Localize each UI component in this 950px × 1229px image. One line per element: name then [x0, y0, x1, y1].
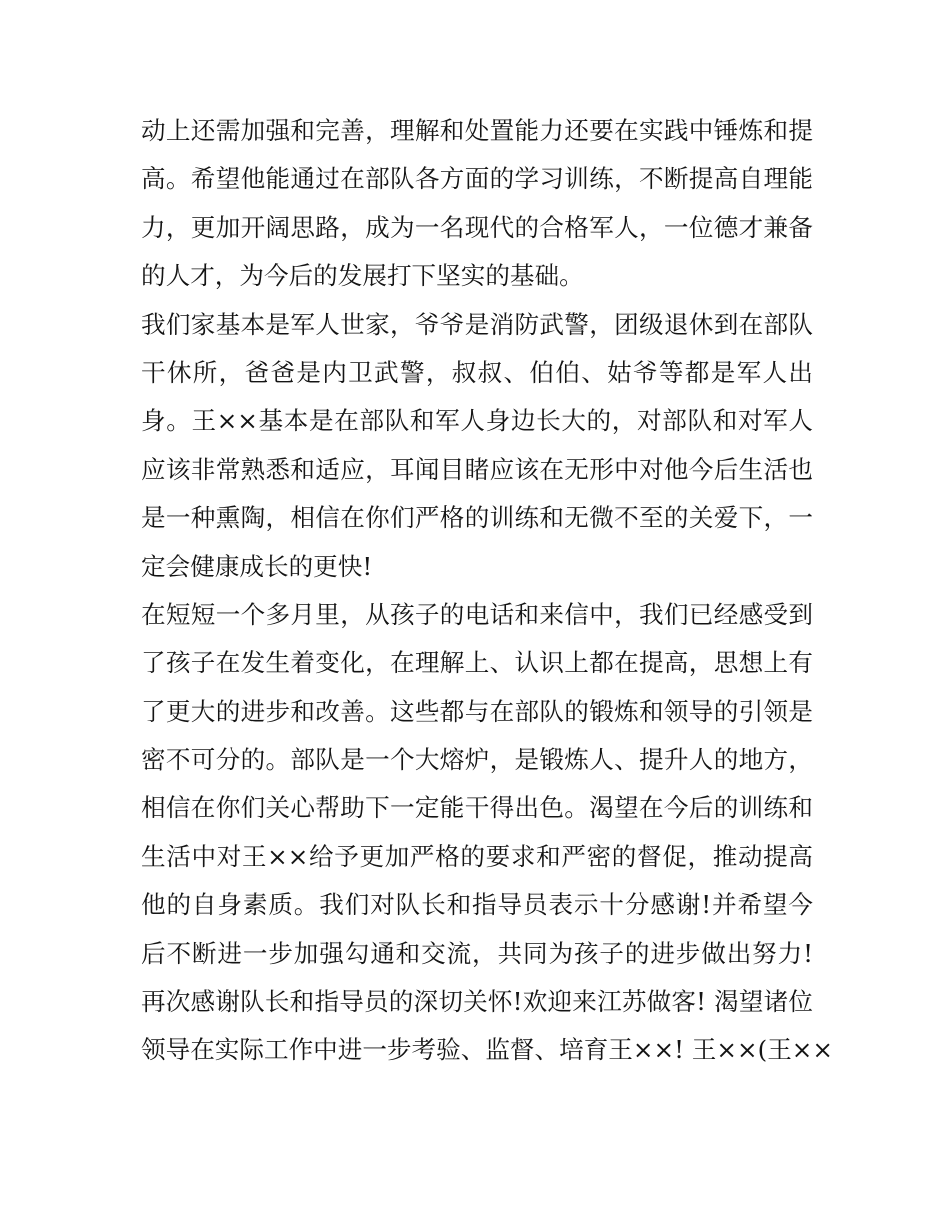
text-line-4: 的人才，为今后的发展打下坚实的基础。 [141, 261, 584, 291]
text-line-10: 定会健康成长的更快! [141, 551, 373, 581]
text-line-2: 高。希望他能通过在部队各方面的学习训练，不断提高自理能 [141, 164, 813, 194]
text-line-9: 是一种熏陶，相信在你们严格的训练和无微不至的关爱下，一 [141, 503, 813, 533]
text-line-20: 领导在实际工作中进一步考验、监督、培育王××! 王××(王×× [141, 1035, 834, 1065]
text-line-6: 干休所，爸爸是内卫武警，叔叔、伯伯、姑爷等都是军人出 [141, 357, 813, 387]
text-line-1: 动上还需加强和完善，理解和处置能力还要在实践中锤炼和提 [141, 116, 813, 145]
text-line-16: 生活中对王××给予更加严格的要求和严密的督促，推动提高 [141, 841, 813, 871]
text-line-12: 了孩子在发生着变化，在理解上、认识上都在提高，思想上有 [141, 648, 813, 678]
text-line-8: 应该非常熟悉和适应，耳闻目睹应该在无形中对他今后生活也 [141, 454, 813, 484]
text-line-18: 后不断进一步加强勾通和交流，共同为孩子的进步做出努力! [141, 938, 813, 968]
text-line-11: 在短短一个多月里，从孩子的电话和来信中，我们已经感受到 [141, 599, 813, 629]
text-line-3: 力，更加开阔思路，成为一名现代的合格军人，一位德才兼备 [141, 212, 813, 242]
text-line-17: 他的自身素质。我们对队长和指导员表示十分感谢!并希望今 [141, 890, 813, 920]
text-line-13: 了更大的进步和改善。这些都与在部队的锻炼和领导的引领是 [141, 696, 813, 726]
letter-body [141, 107, 834, 1075]
text-line-14: 密不可分的。部队是一个大熔炉，是锻炼人、提升人的地方， [141, 745, 813, 775]
text-line-15: 相信在你们关心帮助下一定能干得出色。渴望在今后的训练和 [141, 793, 813, 823]
text-line-7: 身。王××基本是在部队和军人身边长大的，对部队和对军人 [141, 406, 813, 436]
text-line-19: 再次感谢队长和指导员的深切关怀!欢迎来江苏做客! 渴望诸位 [141, 987, 813, 1017]
text-line-5: 我们家基本是军人世家，爷爷是消防武警，团级退休到在部队 [141, 309, 813, 339]
